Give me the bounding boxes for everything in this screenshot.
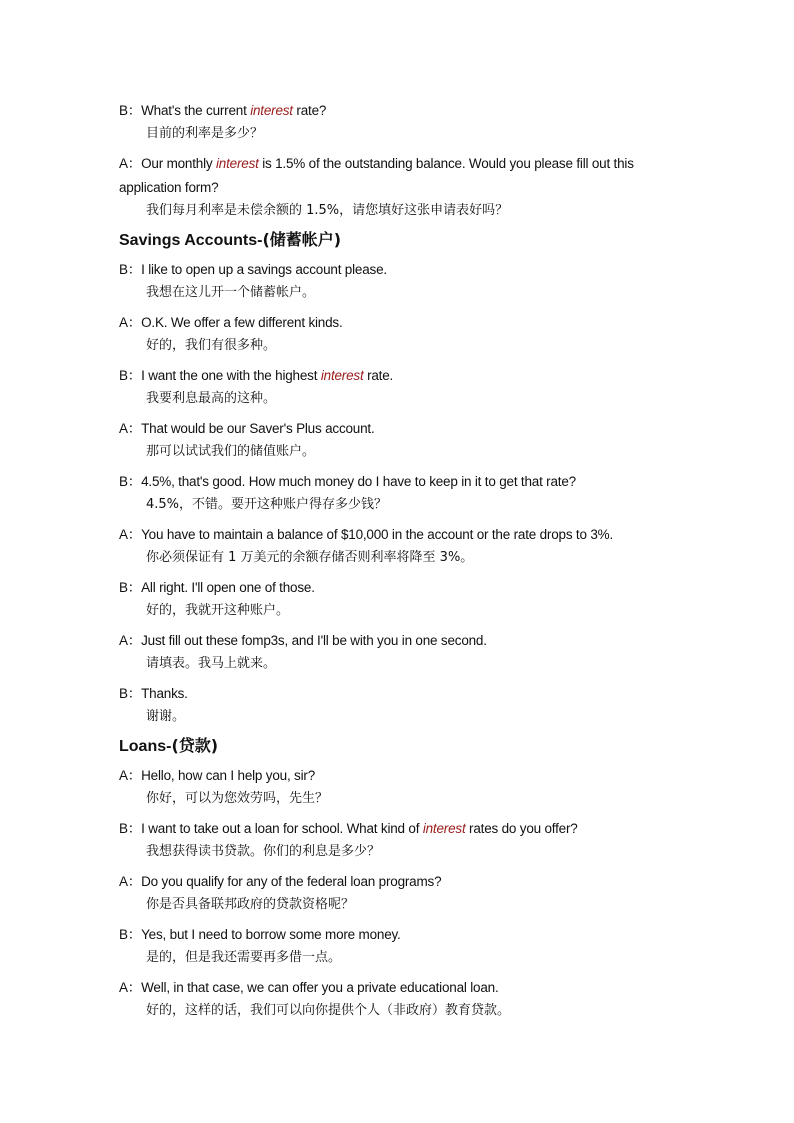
speaker-label: B： [119,580,142,595]
chinese-translation: 你好，可以为您效劳吗，先生？ [146,791,329,806]
dialog-entry [119,576,664,622]
dialog-entry [119,258,664,304]
speaker-label: B： [119,927,142,942]
dialog-entry [119,417,664,463]
english-line [119,152,664,200]
chinese-translation: 你是否具备联邦政府的贷款资格呢？ [146,897,355,912]
english-line [119,364,664,388]
keyword-highlight: interest [320,368,364,383]
speaker-label: A： [119,980,142,995]
english-text: What's the current [141,103,251,118]
dialog-entry [119,923,664,969]
chinese-translation: 那可以试试我们的储值账户。 [146,444,316,459]
english-text: Just fill out these fomp3s, and I'll be with you in one second. [141,633,487,648]
speaker-label: B： [119,368,142,383]
english-text: Our monthly [141,156,216,171]
dialog-entry [119,682,664,728]
section-heading-savings [119,229,341,252]
speaker-label: A： [119,768,142,783]
english-line [119,99,664,123]
dialog-entry [119,629,664,675]
heading-english: Loans- [119,738,172,755]
english-text: Yes, but I need to borrow some more money. [141,927,401,942]
english-text: rate. [363,368,394,383]
english-line [119,817,679,841]
chinese-translation: 谢谢。 [146,709,186,724]
english-text: Thanks. [141,686,188,701]
speaker-label: A： [119,315,142,330]
english-text: Hello, how can I help you, sir? [141,768,316,783]
english-text: rates do you offer? [465,821,578,836]
english-line [119,311,664,335]
english-text: 4.5%, that's good. How much money do I have to keep in it to get that rate? [141,474,576,489]
english-text: I want to take out a loan for school. What kind of [141,821,423,836]
english-text: O.K. We offer a few different kinds. [141,315,343,330]
speaker-label: A： [119,527,142,542]
speaker-label: B： [119,262,142,277]
chinese-translation: 好的，我们有很多种。 [146,338,277,353]
keyword-highlight: interest [216,156,259,171]
chinese-translation: 是的，但是我还需要再多借一点。 [146,950,342,965]
chinese-translation: 你必须保证有 1 万美元的余额存储否则利率将降至 3%。 [146,550,474,565]
chinese-translation: 4.5%，不错。要开这种账户得存多少钱？ [146,497,388,512]
dialog-entry [119,976,664,1022]
speaker-label: B： [119,474,142,489]
english-text: I like to open up a savings account please. [141,262,387,277]
english-line [119,923,664,947]
heading-english: Savings Accounts- [119,232,263,249]
section-heading-loans [119,735,218,758]
chinese-translation: 我想获得读书贷款。你们的利息是多少？ [146,844,381,859]
english-line [119,976,664,1000]
speaker-label: A： [119,156,142,171]
heading-chinese: (贷款) [171,736,219,755]
speaker-label: A： [119,874,142,889]
english-text: You have to maintain a balance of $10,000 in the account or the rate drops to 3%. [141,527,613,542]
speaker-label: B： [119,821,142,836]
keyword-highlight: interest [250,103,293,118]
dialog-entry [119,99,664,145]
chinese-translation: 我想在这儿开一个储蓄帐户。 [146,285,316,300]
speaker-label: A： [119,633,142,648]
dialog-entry [119,817,679,863]
chinese-translation: 目前的利率是多少？ [146,126,264,141]
speaker-label: B： [119,103,142,118]
dialog-entry [119,870,664,916]
english-line [119,576,664,600]
english-line [119,523,679,547]
chinese-translation: 我们每月利率是未偿余额的 1.5%，请您填好这张申请表好吗？ [146,203,509,218]
english-text: is 1.5% of the outstanding balance. Would you please fill out this application form? [119,156,634,195]
english-text: I want the one with the highest [141,368,321,383]
dialog-entry [119,152,664,222]
english-line [119,682,664,706]
english-text: That would be our Saver's Plus account. [141,421,375,436]
dialog-entry [119,364,664,410]
english-text: Well, in that case, we can offer you a private educational loan. [141,980,499,995]
keyword-highlight: interest [422,821,466,836]
dialog-entry [119,311,664,357]
speaker-label: B： [119,686,142,701]
english-text: rate? [292,103,327,118]
english-text: Do you qualify for any of the federal loan programs? [141,874,442,889]
speaker-label: A： [119,421,142,436]
dialog-entry [119,470,679,516]
chinese-translation: 请填表。我马上就来。 [146,656,277,671]
english-line [119,258,664,282]
chinese-translation: 好的，这样的话，我们可以向你提供个人（非政府）教育贷款。 [146,1003,511,1018]
english-line [119,417,664,441]
dialog-entry [119,523,679,569]
dialog-entry [119,764,664,810]
chinese-translation: 我要利息最高的这种。 [146,391,277,406]
english-line [119,470,679,494]
english-line [119,629,664,653]
heading-chinese: (储蓄帐户) [262,230,342,249]
english-line [119,870,664,894]
english-text: All right. I'll open one of those. [141,580,315,595]
chinese-translation: 好的，我就开这种账户。 [146,603,290,618]
english-line [119,764,664,788]
